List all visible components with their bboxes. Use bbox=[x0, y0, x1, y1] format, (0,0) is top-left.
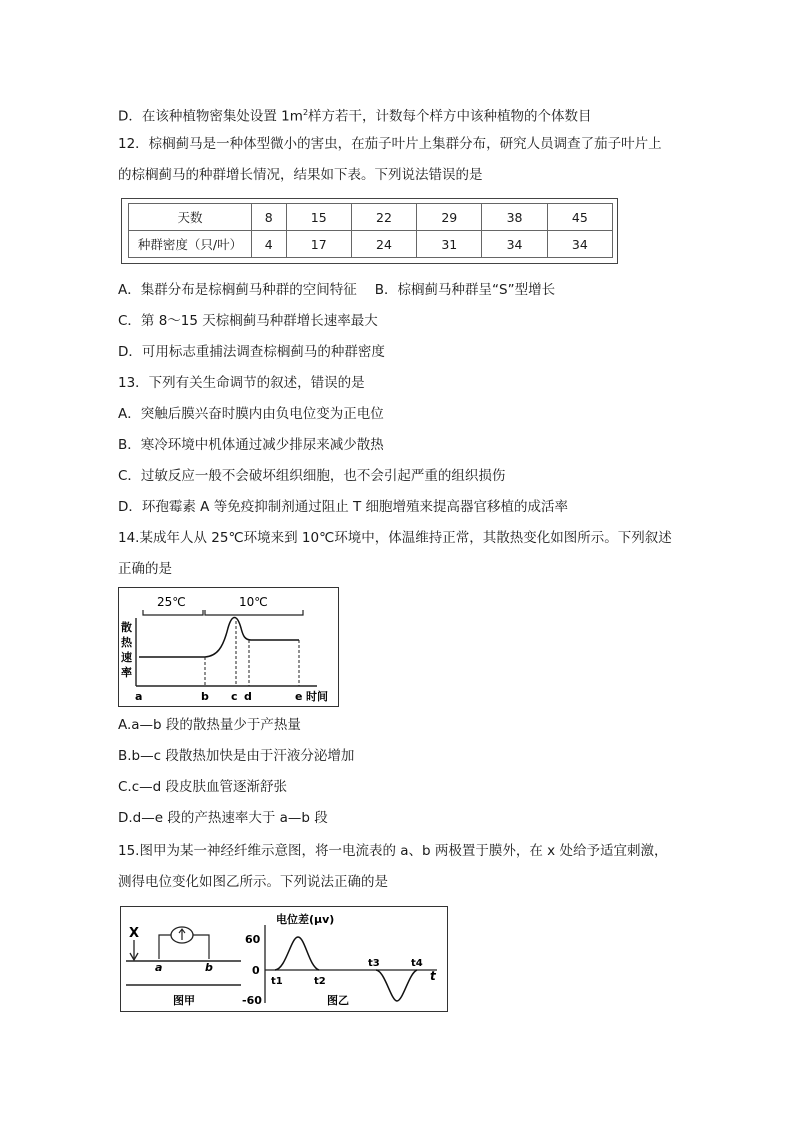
q14-option-c: C.c—d 段皮肤血管逐渐舒张 bbox=[118, 779, 288, 795]
q12-option-d: D．可用标志重捕法调查棕榈蓟马的种群密度 bbox=[118, 344, 385, 360]
table-row bbox=[129, 204, 613, 231]
table-cell: 34 bbox=[547, 231, 612, 258]
heat-loss-curve bbox=[139, 618, 299, 658]
ylabel-char: 散 bbox=[121, 621, 132, 634]
tick-60: 60 bbox=[245, 933, 261, 946]
q12-stem-line1: 12．棕榈蓟马是一种体型微小的害虫，在茄子叶片上集群分布，研究人员调查了茄子叶片上 bbox=[118, 136, 662, 152]
tick-t2: t2 bbox=[314, 976, 326, 987]
tick-0: 0 bbox=[252, 964, 260, 977]
tick-t1: t1 bbox=[271, 976, 283, 987]
q12-option-a: A．集群分布是棕榈蓟马种群的空间特征 bbox=[118, 282, 357, 298]
xlabel-a: a bbox=[135, 690, 143, 703]
label-10c: 10℃ bbox=[239, 595, 268, 609]
wire-b bbox=[193, 935, 209, 959]
q14-option-a: A.a—b 段的散热量少于产热量 bbox=[118, 717, 301, 733]
label-25c: 25℃ bbox=[157, 595, 186, 609]
q14-stem-line2: 正确的是 bbox=[118, 561, 172, 577]
caption-right: 图乙 bbox=[327, 994, 349, 1007]
q14-stem-line1: 14.某成年人从 25℃环境来到 10℃环境中，体温维持正常，其散热变化如图所示。下列叙述 bbox=[118, 530, 672, 546]
table-row-label-density: 种群密度（只/叶） bbox=[129, 231, 252, 258]
xlabel-e: e bbox=[295, 690, 303, 703]
table-cell: 15 bbox=[286, 204, 351, 231]
table-cell: 17 bbox=[286, 231, 351, 258]
q12-option-b: B．棕榈蓟马种群呈“S”型增长 bbox=[374, 282, 556, 298]
t-axis-label: t bbox=[430, 969, 436, 983]
caption-left: 图甲 bbox=[173, 994, 195, 1007]
table-cell: 34 bbox=[482, 231, 547, 258]
table-cell: 8 bbox=[252, 204, 287, 231]
table-cell: 45 bbox=[547, 204, 612, 231]
potential-curve-negative bbox=[376, 970, 417, 1001]
q14-option-d: D.d—e 段的产热速率大于 a—b 段 bbox=[118, 810, 328, 826]
q15-stem-line1: 15.图甲为某一神经纤维示意图，将一电流表的 a、b 两极置于膜外，在 x 处给予适宜刺激， bbox=[118, 843, 668, 859]
ylabel-char: 热 bbox=[121, 636, 132, 649]
label-x: X bbox=[129, 926, 140, 941]
wire-a bbox=[159, 935, 171, 959]
table-row-label-days: 天数 bbox=[129, 204, 252, 231]
q13-option-a: A．突触后膜兴奋时膜内由负电位变为正电位 bbox=[118, 406, 384, 422]
q11-option-d-post: 样方若干，计数每个样方中该种植物的个体数目 bbox=[308, 108, 592, 125]
ylabel-potential: 电位差(μv) bbox=[276, 913, 335, 926]
q14-figure bbox=[118, 587, 339, 707]
xlabel-time: 时间 bbox=[306, 690, 328, 703]
q13-option-d: D．环孢霉素 A 等免疫抑制剂通过阻止 T 细胞增殖来提高器官移植的成活率 bbox=[118, 499, 569, 515]
xlabel-c: c bbox=[231, 690, 238, 703]
q12-table bbox=[128, 203, 613, 258]
table-cell: 4 bbox=[252, 231, 287, 258]
q11-option-d-sup: 2 bbox=[302, 108, 309, 117]
q11-option-d-pre: D．在该种植物密集处设置 1m bbox=[118, 108, 303, 125]
tick-t3: t3 bbox=[368, 958, 380, 969]
ylabel-char: 率 bbox=[121, 666, 132, 679]
table-row bbox=[129, 231, 613, 258]
tick-neg60: -60 bbox=[242, 994, 262, 1007]
bracket-25-line bbox=[143, 610, 203, 615]
q13-option-b: B．寒冷环境中机体通过减少排尿来减少散热 bbox=[118, 437, 384, 453]
xlabel-d: d bbox=[244, 690, 252, 703]
q12-option-c: C．第 8～15 天棕榈蓟马种群增长速率最大 bbox=[118, 313, 378, 329]
q12-stem-line2: 的棕榈蓟马的种群增长情况，结果如下表。下列说法错误的是 bbox=[118, 167, 483, 183]
table-cell: 38 bbox=[482, 204, 547, 231]
potential-curve-positive bbox=[275, 937, 319, 970]
table-cell: 22 bbox=[351, 204, 416, 231]
q11-option-d bbox=[118, 104, 592, 126]
label-b: b bbox=[205, 961, 213, 974]
table-cell: 24 bbox=[351, 231, 416, 258]
q15-nerve-diagram bbox=[121, 907, 446, 1010]
q12-options-ab bbox=[118, 281, 555, 299]
ylabel-char: 速 bbox=[121, 651, 132, 664]
bracket-10-line bbox=[205, 610, 303, 615]
q15-figure bbox=[120, 906, 448, 1012]
table-cell: 29 bbox=[417, 204, 482, 231]
q13-stem: 13．下列有关生命调节的叙述，错误的是 bbox=[118, 375, 365, 391]
label-a: a bbox=[155, 961, 163, 974]
q14-option-b: B.b—c 段散热加快是由于汗液分泌增加 bbox=[118, 748, 355, 764]
q13-option-c: C．过敏反应一般不会破坏组织细胞，也不会引起严重的组织损伤 bbox=[118, 468, 506, 484]
xlabel-b: b bbox=[201, 690, 209, 703]
tick-t4: t4 bbox=[411, 958, 423, 969]
table-cell: 31 bbox=[417, 231, 482, 258]
q15-stem-line2: 测得电位变化如图乙所示。下列说法正确的是 bbox=[118, 874, 388, 890]
q14-heat-loss-diagram bbox=[119, 588, 337, 705]
